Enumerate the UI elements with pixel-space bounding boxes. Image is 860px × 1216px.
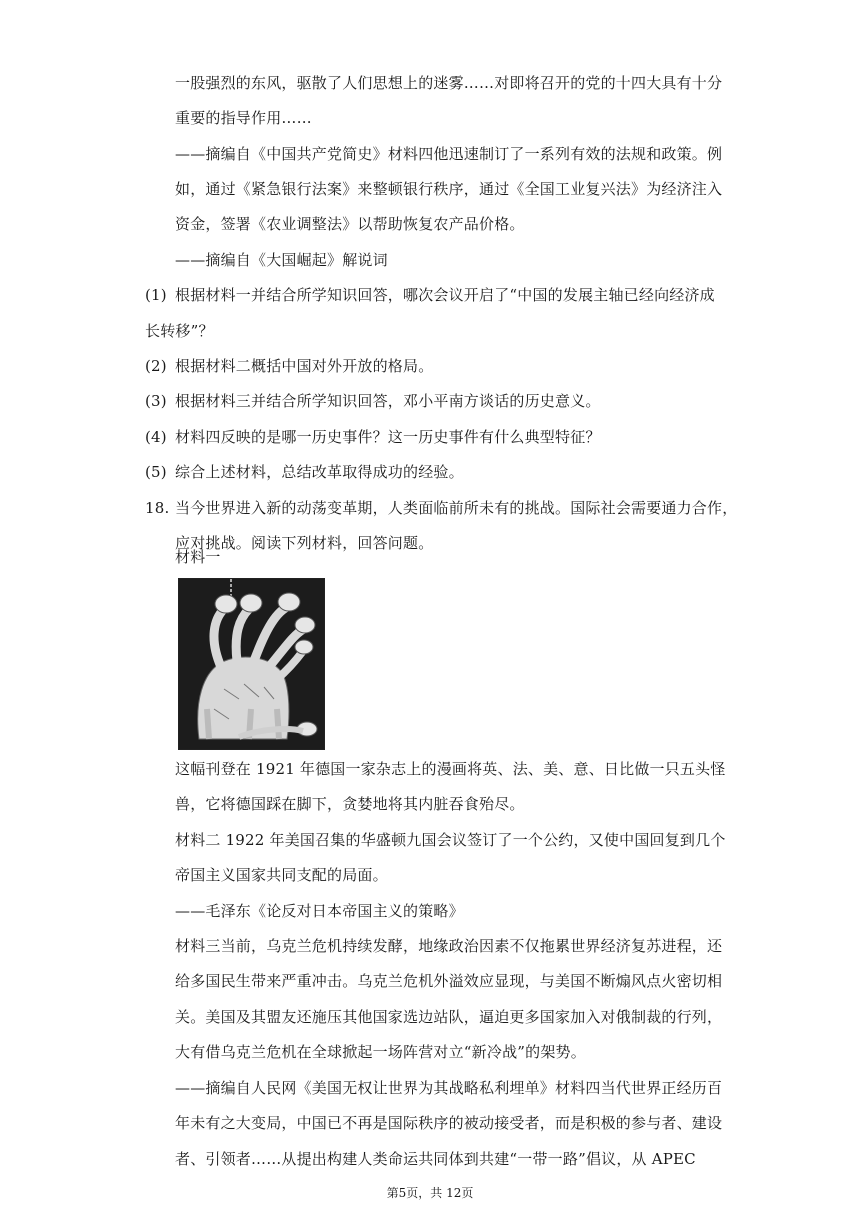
caption-line: 这幅刊登在 1921 年德国一家杂志上的漫画将英、法、美、意、日比做一只五头怪 [175, 760, 726, 778]
material-3-line: 关。美国及其盟友还施压其他国家选边站队，逼迫更多国家加入对俄制裁的行列， [175, 1008, 723, 1026]
question-number: (2) [145, 357, 167, 375]
material-3-line: 给多国民生带来严重冲击。乌克兰危机外溢效应显现，与美国不断煽风点火密切相 [175, 972, 723, 990]
text-line: 资金，签署《农业调整法》以帮助恢复农产品价格。 [175, 215, 525, 233]
sub-question-5 [145, 461, 464, 483]
material-3-line: 材料三当前，乌克兰危机持续发酵，地缘政治因素不仅拖累世界经济复苏进程，还 [175, 937, 723, 955]
text-line: 长转移”？ [145, 322, 214, 340]
source-line: ——摘编自《大国崛起》解说词 [175, 251, 388, 269]
question-text: 根据材料一并结合所学知识回答，哪次会议开启了“中国的发展主轴已经向经济成 [175, 286, 715, 304]
question-text: 根据材料二概括中国对外开放的格局。 [175, 357, 434, 375]
material-3-line: 大有借乌克兰危机在全球掀起一场阵营对立“新冷战”的架势。 [175, 1043, 586, 1061]
sub-question-2 [145, 355, 433, 377]
text-line: 如，通过《紧急银行法案》来整顿银行秩序，通过《全国工业复兴法》为经济注入 [175, 180, 723, 198]
question-text: 综合上述材料，总结改革取得成功的经验。 [175, 463, 464, 481]
sub-question-1 [145, 284, 715, 306]
material-1-label: 材料一 [175, 548, 221, 566]
five-headed-beast-cartoon-image [178, 578, 325, 750]
question-number: (5) [145, 463, 167, 481]
sub-question-4 [145, 426, 601, 448]
question-number: (3) [145, 392, 167, 410]
question-number: (1) [145, 286, 167, 304]
source-line: ——摘编自人民网《美国无权让世界为其战略私利埋单》材料四当代世界正经历百 [175, 1079, 723, 1097]
caption-line: 兽，它将德国踩在脚下，贪婪地将其内脏吞食殆尽。 [175, 795, 525, 813]
question-text: 材料四反映的是哪一历史事件？这一历史事件有什么典型特征？ [175, 428, 601, 446]
material-2-line: 材料二 1922 年美国召集的华盛顿九国会议签订了一个公约，又使中国回复到几个 [175, 831, 726, 849]
question-number: 18. [145, 499, 170, 517]
page-footer: 第5页，共 12页 [386, 1186, 474, 1200]
source-line: ——摘编自《中国共产党简史》材料四他迅速制订了一系列有效的法规和政策。例 [175, 145, 723, 163]
text-line: 应对挑战。阅读下列材料，回答问题。 [175, 534, 434, 552]
question-number: (4) [145, 428, 167, 446]
material-4-line: 年未有之大变局，中国已不再是国际秩序的被动接受者，而是积极的参与者、建设 [175, 1114, 723, 1132]
source-line: ——毛泽东《论反对日本帝国主义的策略》 [175, 902, 464, 920]
question-text: 根据材料三并结合所学知识回答，邓小平南方谈话的历史意义。 [175, 392, 601, 410]
question-18 [145, 497, 737, 519]
text-line: 重要的指导作用…… [175, 109, 312, 127]
material-4-line: 者、引领者……从提出构建人类命运共同体到共建“一带一路”倡议，从 APEC [175, 1150, 696, 1168]
text-line: 一股强烈的东风，驱散了人们思想上的迷雾……对即将召开的党的十四大具有十分 [175, 74, 723, 92]
sub-question-3 [145, 390, 601, 412]
question-text: 当今世界进入新的动荡变革期，人类面临前所未有的挑战。国际社会需要通力合作， [175, 499, 738, 517]
material-2-line: 帝国主义国家共同支配的局面。 [175, 866, 388, 884]
